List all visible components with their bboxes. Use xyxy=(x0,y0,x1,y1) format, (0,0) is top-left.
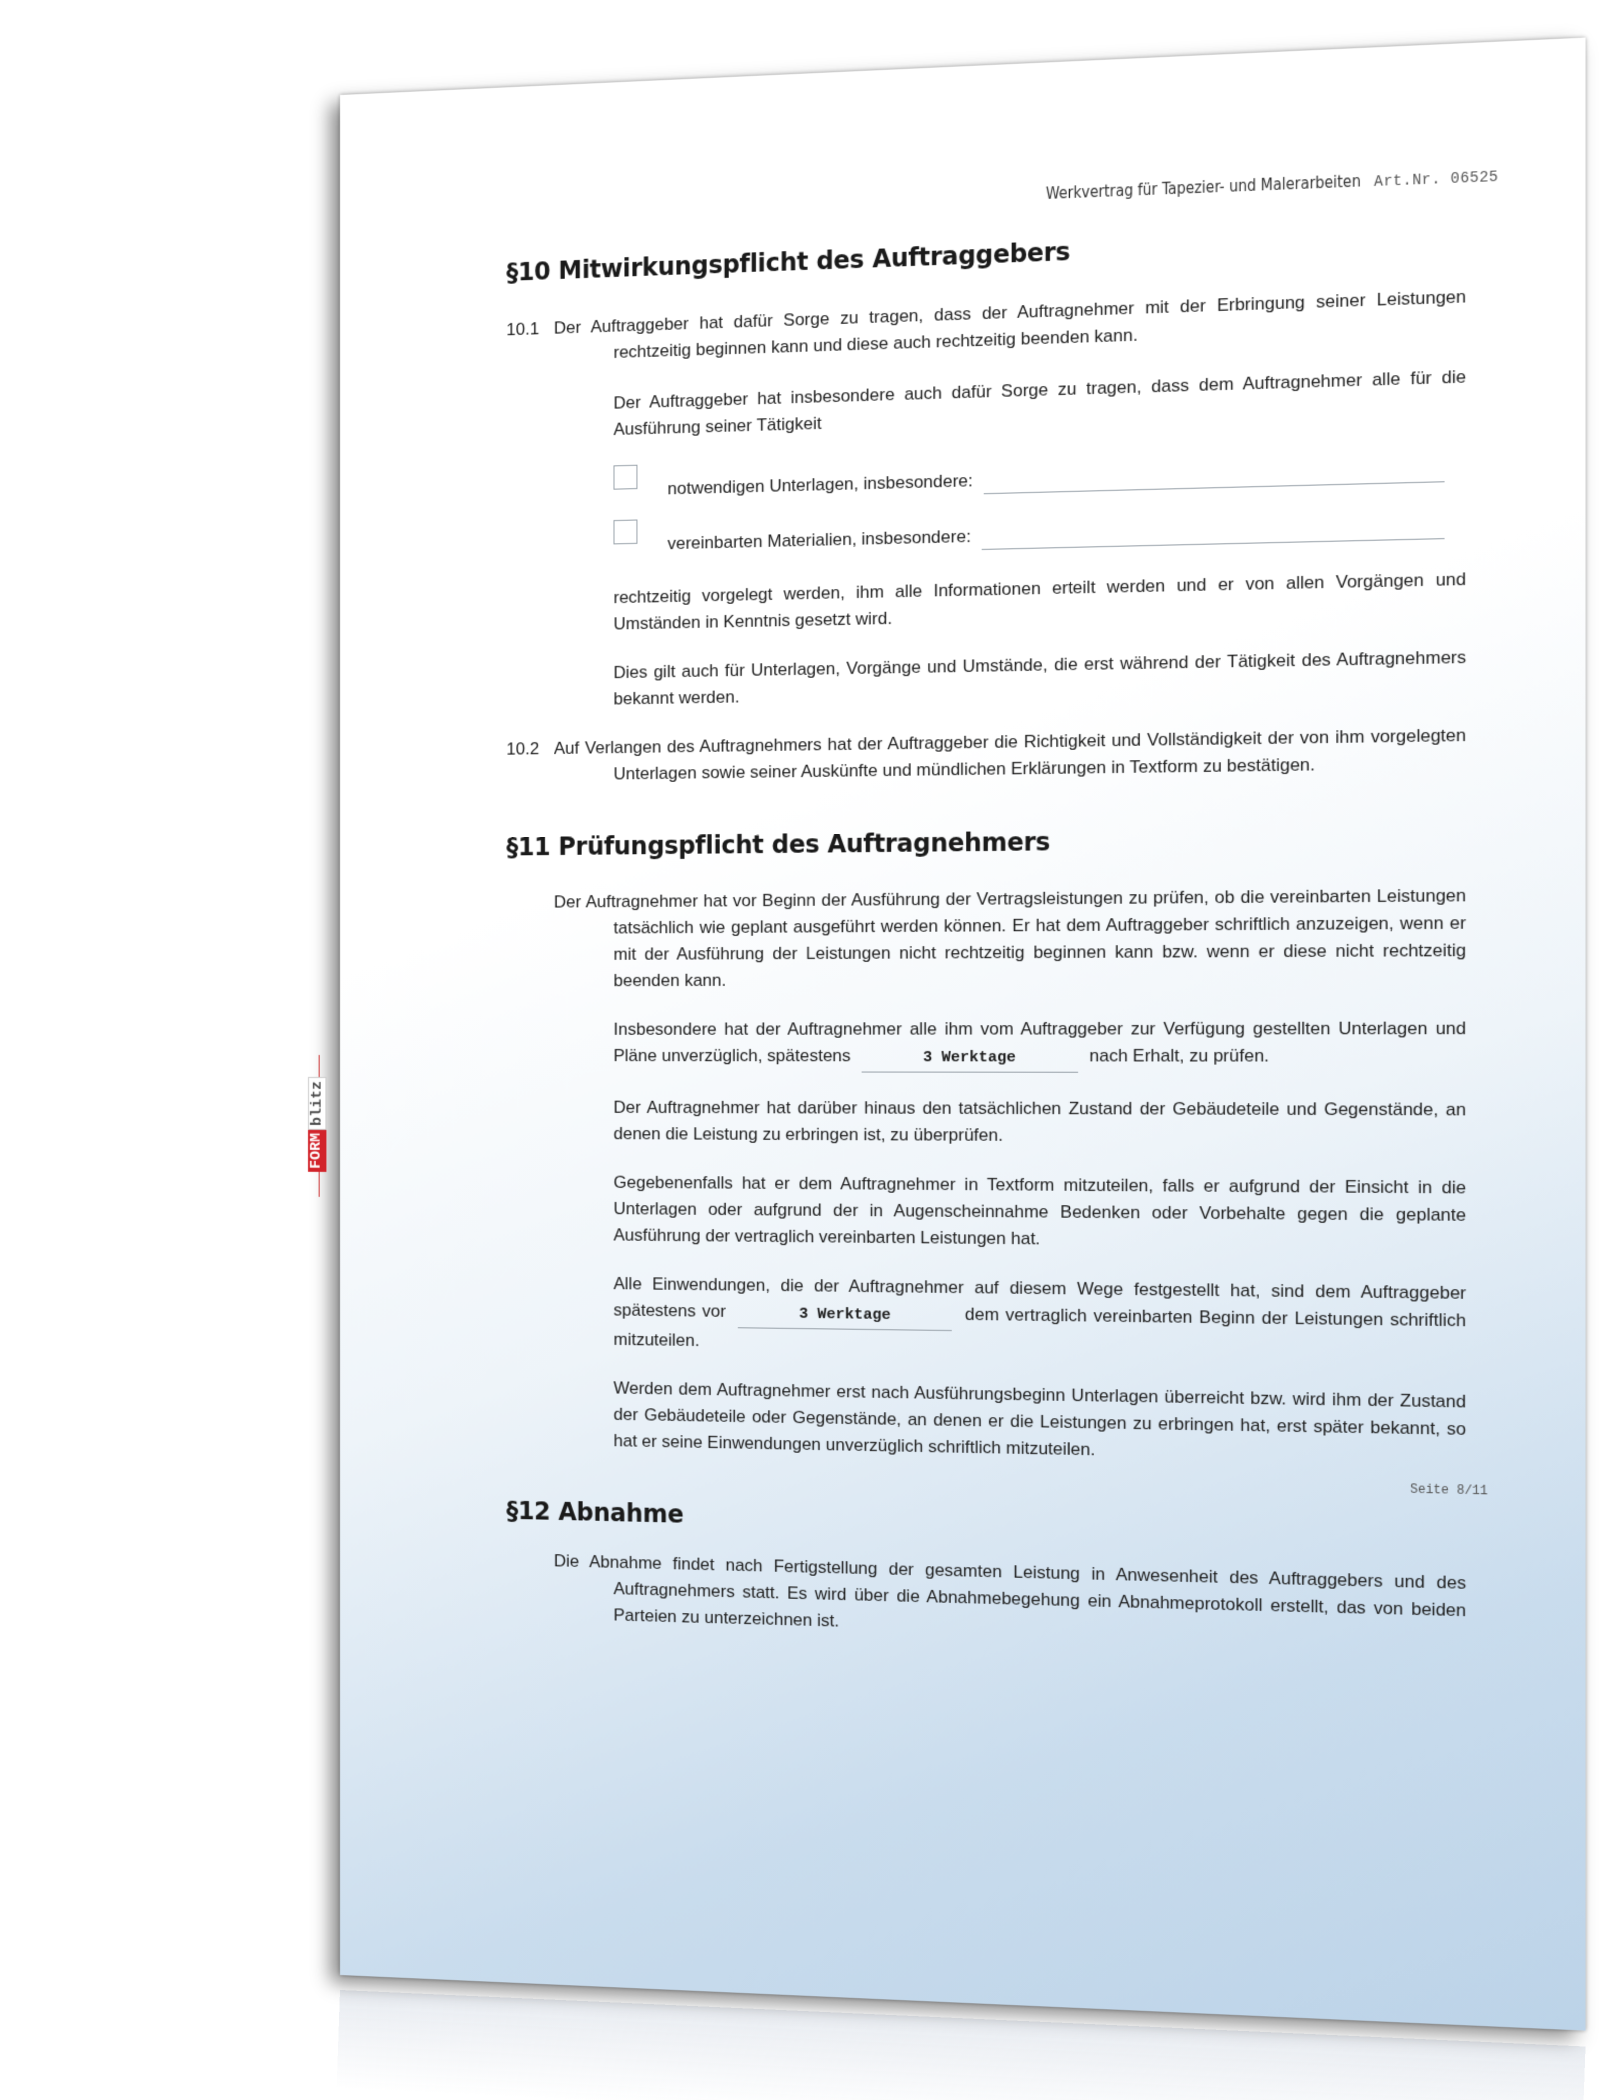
deadline-field-objections[interactable]: 3 Werktage xyxy=(738,1301,952,1331)
clause-10-1-body xyxy=(506,283,1466,369)
checkbox-row-documents xyxy=(613,440,1466,504)
section-10 xyxy=(506,222,1466,789)
page-number: Seite 8/11 xyxy=(1410,1482,1488,1499)
section-12-heading: §12 Abnahme xyxy=(506,1496,684,1529)
article-number: Art.Nr. 06525 xyxy=(1374,169,1499,192)
section-11-p2 xyxy=(506,1015,1466,1073)
clause-10-1-last: Dies gilt auch für Unterlagen, Vorgänge und Umstände, die erst während der Tätigkeit des Auftragnehmers bekannt werden. xyxy=(613,647,1467,709)
clause-number: 10.1 xyxy=(506,319,540,340)
documents-fill-field[interactable] xyxy=(983,454,1444,494)
logo-blitz-text: blitz xyxy=(308,1077,326,1130)
section-11-p3: Der Auftragnehmer hat darüber hinaus den tatsächlichen Zustand der Gebäudeteile und Gegenstände, an denen die Leistung zu erbringen ist, zu überprüfen. xyxy=(613,1097,1467,1145)
section-10-heading: §10 Mitwirkungspflicht des Auftraggebers xyxy=(506,237,1071,287)
section-12-p1-wrap xyxy=(506,1547,1466,1652)
documents-checkbox-label: notwendigen Unterlagen, insbesondere: xyxy=(667,470,973,499)
section-11-p1-wrap xyxy=(506,882,1466,994)
clause-10-2-body xyxy=(506,722,1466,789)
clause-10-2-text: Auf Verlangen des Auftragnehmers hat der Auftraggeber die Richtigkeit und Vollständigkeit der von ihm vorgelegten Unterlagen sowie seiner Auskünfte und mündlichen Erklärungen in Textform zu bestätigen. xyxy=(553,725,1467,784)
materials-checkbox[interactable] xyxy=(613,519,637,544)
section-11-p5-end: dem vertraglich vereinbarten Beginn der Leistungen schriftlich mitzuteilen. xyxy=(613,1304,1467,1351)
checkbox-row-materials xyxy=(613,496,1466,558)
logo-form-text: FORM xyxy=(308,1130,326,1172)
section-11-p6: Werden dem Auftragnehmer erst nach Ausführungsbeginn Unterlagen überreicht bzw. wird ihm der Zustand der Gebäudeteile oder Gegenstände, an denen er die Leistungen zu erbringen hat, erst später bekannt, so hat er seine Einwendungen unverzüglich schriftlich mitzuteilen. xyxy=(613,1378,1467,1460)
page-content xyxy=(506,222,1466,1675)
clause-10-1 xyxy=(506,283,1466,369)
clause-10-1-text: Der Auftraggeber hat dafür Sorge zu tragen, dass der Auftragnehmer mit der Erbringung seiner Leistungen rechtzeitig beginnen kann und diese auch rechtzeitig beenden kann. xyxy=(553,286,1467,363)
section-11-p1: Der Auftragnehmer hat vor Beginn der Ausführung der Vertragsleistungen zu prüfen, ob die vereinbarten Leistungen tatsächlich wie geplant ausgeführt werden können. Er hat dem Auftraggeber schriftlich anzuzeigen, wenn er mit der Ausführung der Leistungen nicht rechtzeitig beginnen kann bzw. wenn er diese nicht rechtzeitig beenden kann. xyxy=(553,885,1467,991)
clause-10-2 xyxy=(506,722,1466,789)
section-12-p1: Die Abnahme findet nach Fertigstellung der gesamten Leistung in Anwesenheit des Auftraggebers und des Auftragnehmers statt. Es wird über die Abnahmebegehung ein Abnahmeprotokoll erstellt, das von beiden Parteien zu unterzeichnen ist. xyxy=(553,1551,1467,1631)
formblitz-logo xyxy=(308,1055,345,1197)
section-11-p5 xyxy=(506,1270,1466,1366)
section-12 xyxy=(506,1497,1466,1652)
materials-checkbox-label: vereinbarten Materialien, insbesondere: xyxy=(667,526,971,554)
page-header xyxy=(1046,166,1499,204)
documents-checkbox[interactable] xyxy=(613,465,637,490)
document-page xyxy=(308,38,1586,2031)
document-title: Werkvertrag für Tapezier- und Malerarbeiten xyxy=(1045,171,1361,204)
clause-10-1-sub: Der Auftraggeber hat insbesondere auch dafür Sorge zu tragen, dass dem Auftragnehmer alle für die Ausführung seiner Tätigkeit xyxy=(613,366,1467,440)
section-11-p5-start: Alle Einwendungen, die der Auftragnehmer auf diesem Wege festgestellt hat, sind dem Auftraggeber spätestens vor xyxy=(613,1273,1467,1321)
materials-fill-field[interactable] xyxy=(981,511,1444,550)
deadline-field-review[interactable]: 3 Werktage xyxy=(862,1045,1078,1073)
clause-number: 10.2 xyxy=(506,739,540,759)
section-11-p4: Gegebenenfalls hat er dem Auftragnehmer in Textform mitzuteilen, falls er aufgrund der Einsicht in die Unterlagen oder aufgrund der in Augenscheinnahme Bedenken oder Vorbehalte gegen die geplante Ausführung der vertraglich vereinbarten Leistungen hat. xyxy=(613,1172,1467,1249)
section-11-p2-start: Insbesondere hat der Auftragnehmer alle ihm vom Auftraggeber zur Verfügung gestellten Unterlagen und Pläne unverzüglich, spätestens xyxy=(613,1018,1467,1066)
clause-10-1-after: rechtzeitig vorgelegt werden, ihm alle Informationen erteilt werden und er von allen Vorgängen und Umständen in Kenntnis gesetzt wird. xyxy=(613,569,1467,634)
section-11-p2-end: nach Erhalt, zu prüfen. xyxy=(1089,1045,1270,1066)
section-11 xyxy=(506,823,1466,1470)
section-11-heading: §11 Prüfungspflicht des Auftragnehmers xyxy=(506,827,1050,862)
